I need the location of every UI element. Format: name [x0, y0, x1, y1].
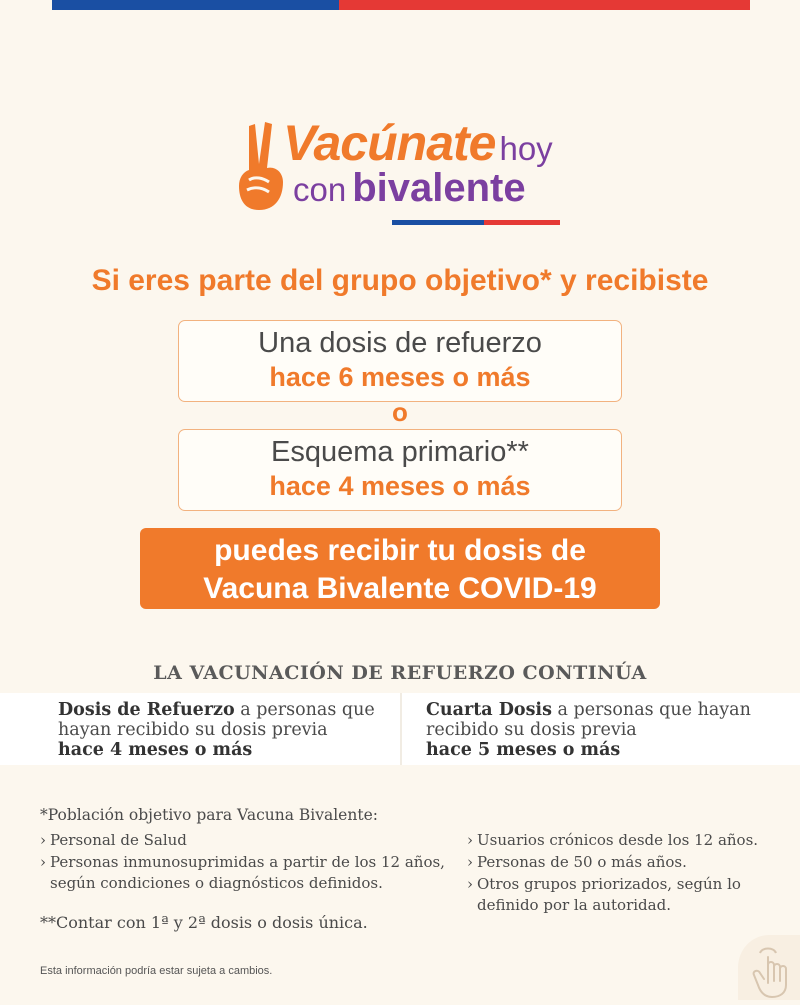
campaign-logo	[235, 112, 565, 230]
or-separator: o	[392, 397, 408, 427]
refuerzo-right-text: a personas que hayan recibido su dosis previa	[426, 700, 751, 740]
option2-line2: hace 4 meses o más	[269, 471, 531, 501]
logo-bivalente: bivalente	[352, 166, 526, 210]
option-refuerzo-box	[178, 320, 622, 402]
chevron-right-icon: ›	[467, 853, 473, 871]
refuerzo-right-bold2: hace 5 meses o más	[426, 740, 621, 760]
dose-note: **Contar con 1ª y 2ª dosis o dosis única.	[40, 913, 368, 932]
poblacion-list-right	[467, 830, 787, 917]
touch-hand-icon	[738, 935, 800, 1000]
flag-blue	[52, 0, 339, 10]
logo-vacunate: Vacúnate	[283, 115, 496, 171]
chevron-right-icon: ›	[40, 853, 46, 871]
headline: Si eres parte del grupo objetivo* y recibiste	[91, 264, 709, 297]
refuerzo-right	[426, 700, 766, 760]
list-item: › Personas de 50 o más años.	[467, 853, 687, 871]
band-divider	[400, 693, 402, 765]
refuerzo-left-bold: Dosis de Refuerzo	[58, 700, 235, 720]
logo-hoy: hoy	[499, 130, 553, 167]
chevron-right-icon: ›	[40, 831, 46, 849]
logo-underline	[392, 220, 560, 225]
flag-stripe-top	[52, 0, 750, 10]
cta-line2: Vacuna Bivalente COVID-19	[203, 572, 597, 605]
flag-red	[339, 0, 750, 10]
option1-line1: Una dosis de refuerzo	[258, 327, 542, 359]
refuerzo-left-bold2: hace 4 meses o más	[58, 740, 253, 760]
list-item: › Usuarios crónicos desde los 12 años.	[467, 831, 759, 849]
refuerzo-band	[0, 693, 800, 765]
cta-line1: puedes recibir tu dosis de	[214, 534, 586, 567]
victory-hand-icon	[235, 120, 287, 212]
chevron-right-icon: ›	[467, 875, 473, 893]
option-esquema-box	[178, 429, 622, 511]
disclaimer: Esta información podría estar sujeta a cambios.	[40, 965, 273, 977]
logo-con: con	[293, 171, 347, 208]
poblacion-list-left	[40, 830, 460, 895]
list-item: › Personas inmunosuprimidas a partir de los 12 años, según condiciones o diagnósticos definidos.	[40, 853, 445, 892]
refuerzo-title: LA VACUNACIÓN DE REFUERZO CONTINÚA	[153, 662, 647, 684]
chevron-right-icon: ›	[467, 831, 473, 849]
option1-line2: hace 6 meses o más	[269, 362, 531, 392]
refuerzo-right-bold: Cuarta Dosis	[426, 700, 552, 720]
cta-banner	[140, 528, 660, 609]
refuerzo-left	[58, 700, 388, 760]
list-item: › Otros grupos priorizados, según lo definido por la autoridad.	[467, 875, 741, 914]
list-item: › Personal de Salud	[40, 831, 187, 849]
option2-line1: Esquema primario**	[271, 436, 529, 468]
poblacion-title: *Población objetivo para Vacuna Bivalente:	[40, 806, 378, 824]
refuerzo-left-text: a personas que hayan recibido su dosis previa	[58, 700, 375, 740]
